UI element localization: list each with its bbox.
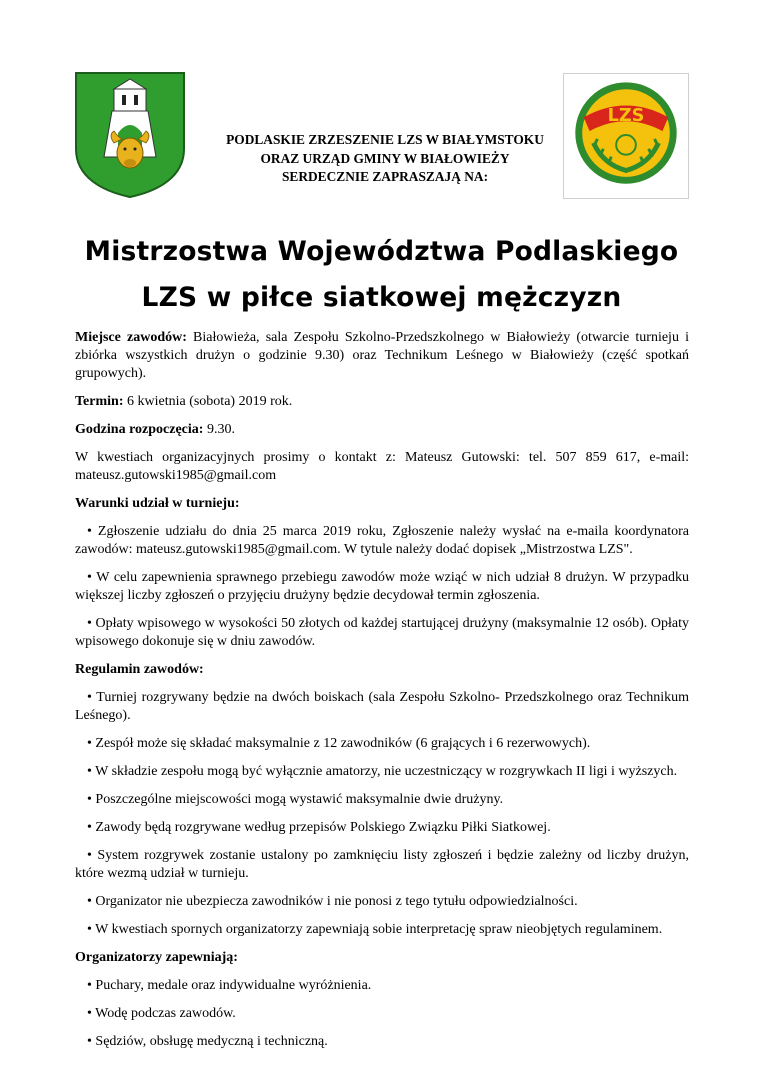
time-paragraph — [75, 421, 689, 439]
conditions-item: • Opłaty wpisowego w wysokości 50 złotych od każdej startującej drużyny (maksymalnie 12 osób). Opłaty wpisowego dokonuje się w dniu zawodów. — [75, 616, 689, 649]
header-line-2: ORAZ URZĄD GMINY W BIAŁOWIEŻY — [260, 150, 510, 166]
contact-paragraph: W kwestiach organizacyjnych prosimy o kontakt z: Mateusz Gutowski: tel. 507 859 617, e-mail: mateusz.gutowski1985@gmail.com — [75, 450, 689, 483]
venue-label: Miejsce zawodów: — [75, 330, 187, 345]
provided-heading: Organizatorzy zapewniają: — [75, 950, 238, 965]
rules-item: • W kwestiach spornych organizatorzy zapewniają sobie interpretację spraw nieobjętych regulaminem. — [87, 922, 663, 937]
time-label: Godzina rozpoczęcia: — [75, 422, 204, 437]
date-label: Termin: — [75, 394, 124, 409]
document-body — [75, 329, 689, 1061]
conditions-item: • W celu zapewnienia sprawnego przebiegu zawodów może wziąć w nich udział 8 drużyn. W przypadku większej liczby zgłoszeń o przyjęciu drużyny będzie decydował termin zgłoszenia. — [75, 570, 689, 603]
rules-item: • Organizator nie ubezpiecza zawodników i nie ponosi z tego tytułu odpowiedzialności. — [87, 894, 578, 909]
provided-item: • Wodę podczas zawodów. — [87, 1006, 236, 1021]
rules-item: • System rozgrywek zostanie ustalony po zamknięciu listy zgłoszeń i będzie zależny od liczby drużyn, które wezmą udział w turnieju. — [75, 848, 689, 881]
time-text: 9.30. — [203, 422, 235, 437]
venue-text: Białowieża, sala Zespołu Szkolno-Przedszkolnego w Białowieży (otwarcie turnieju i zbiórka wszystkich drużyn o godzinie 9.30) oraz Technikum Leśnego w Białowieży (część spotkań grupowych). — [75, 330, 689, 381]
rules-item: • Zespół może się składać maksymalnie z 12 zawodników (6 grających i 6 rezerwowych). — [87, 736, 591, 751]
header-line-1: PODLASKIE ZRZESZENIE LZS W BIAŁYMSTOKU — [226, 132, 544, 147]
provided-item: • Sędziów, obsługę medyczną i techniczną. — [87, 1034, 328, 1049]
conditions-item: • Zgłoszenie udziału do dnia 25 marca 2019 roku, Zgłoszenie należy wysłać na e-maila koordynatora zawodów: mateusz.gutowski1985@gmail.com. W tytule należy dodać dopisek „Mistrzostwa LZS". — [75, 524, 689, 557]
title-line-1: Mistrzostwa Województwa Podlaskiego — [84, 236, 679, 267]
title-line-2: LZS w piłce siatkowej mężczyzn — [141, 282, 622, 313]
rules-item: • W składzie zespołu mogą być wyłącznie amatorzy, nie uczestniczący w rozgrywkach II ligi i wyższych. — [87, 764, 678, 779]
provided-item: • Puchary, medale oraz indywidualne wyróżnienia. — [87, 978, 372, 993]
conditions-heading: Warunki udział w turnieju: — [75, 496, 240, 511]
organizers-header — [180, 131, 590, 187]
date-paragraph — [75, 393, 689, 411]
bialowieza-coat-of-arms-icon — [74, 71, 186, 199]
header-line-3: SERDECZNIE ZAPRASZAJĄ NA: — [281, 169, 489, 184]
rules-heading: Regulamin zawodów: — [75, 662, 204, 677]
rules-item: • Zawody będą rozgrywane według przepisów Polskiego Związku Piłki Siatkowej. — [87, 820, 551, 835]
date-text: 6 kwietnia (sobota) 2019 rok. — [123, 394, 293, 409]
rules-item: • Poszczególne miejscowości mogą wystawić maksymalnie dwie drużyny. — [87, 792, 504, 807]
rules-item: • Turniej rozgrywany będzie na dwóch boiskach (sala Zespołu Szkolno- Przedszkolnego oraz Technikum Leśnego). — [75, 690, 689, 723]
svg-text:LZS: LZS — [607, 106, 645, 127]
venue-paragraph — [75, 329, 689, 383]
